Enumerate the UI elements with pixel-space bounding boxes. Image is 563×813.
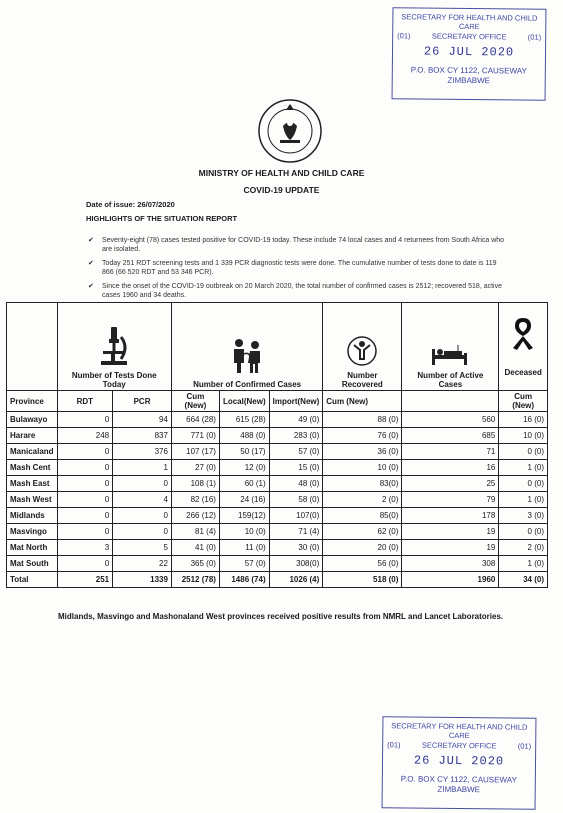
cell-active: 71 xyxy=(402,444,499,460)
cell-active: 560 xyxy=(402,412,499,428)
cell-cum: 108 (1) xyxy=(171,476,219,492)
cell-pcr: 837 xyxy=(113,428,172,444)
issue-date-label: Date of issue: xyxy=(86,200,136,209)
stamp-address2: ZIMBABWE xyxy=(437,784,481,795)
table-row xyxy=(7,444,548,460)
highlights-heading: HIGHLIGHTS OF THE SITUATION REPORT xyxy=(86,214,238,223)
cell-cum: 82 (16) xyxy=(171,492,219,508)
highlight-item: ✔ Today 251 RDT screening tests and 1 339 PCR diagnostic tests were done. The cumulative number of tests done to date is 119 866 (66 520 RDT and 53 346 PCR). xyxy=(88,259,508,278)
cell-deceased: 1 (0) xyxy=(499,492,548,508)
cell-deceased: 2 (0) xyxy=(499,540,548,556)
cell-rdt: 0 xyxy=(57,556,113,572)
stamp-right-code: (01) xyxy=(517,741,532,751)
cell-active: 19 xyxy=(402,524,499,540)
stamp-left-code: (01) xyxy=(387,739,401,750)
recovered-header xyxy=(323,303,402,391)
cell-import: 107(0) xyxy=(269,508,323,524)
total-rdt: 251 xyxy=(57,572,113,588)
stamp-left-code: (01) xyxy=(397,30,411,41)
confirmed-header xyxy=(171,303,322,391)
province-header-blank xyxy=(7,303,58,391)
cell-rdt: 3 xyxy=(57,540,113,556)
cell-cum: 27 (0) xyxy=(171,460,219,476)
tests-header-label: Number of Tests Done Today xyxy=(71,371,157,389)
cell-rdt: 0 xyxy=(57,508,113,524)
cell-rdt: 0 xyxy=(57,492,113,508)
deceased-col-header: Cum (New) xyxy=(499,391,548,412)
awareness-ribbon-icon xyxy=(509,316,537,350)
cell-import: 15 (0) xyxy=(269,460,323,476)
cell-pcr: 22 xyxy=(113,556,172,572)
cell-local: 57 (0) xyxy=(219,556,269,572)
cell-rdt: 248 xyxy=(57,428,113,444)
secretary-stamp-top xyxy=(392,7,547,101)
stamp-line1: SECRETARY FOR HEALTH AND CHILD xyxy=(391,721,528,732)
cell-local: 24 (16) xyxy=(219,492,269,508)
total-active: 1960 xyxy=(402,572,499,588)
stamp-office: SECRETARY OFFICE xyxy=(431,31,507,42)
cell-local: 159(12) xyxy=(219,508,269,524)
ministry-heading: MINISTRY OF HEALTH AND CHILD CARE xyxy=(198,168,365,178)
cell-import: 57 (0) xyxy=(269,444,323,460)
cell-recovered: 76 (0) xyxy=(323,428,402,444)
recovered-person-icon xyxy=(346,335,378,367)
cell-recovered: 62 (0) xyxy=(323,524,402,540)
total-cum: 2512 (78) xyxy=(171,572,219,588)
stamp-date: 26 JUL 2020 xyxy=(423,44,515,60)
tests-header xyxy=(57,303,171,391)
recovered-header-label: Number Recovered xyxy=(341,371,383,389)
cell-deceased: 16 (0) xyxy=(499,412,548,428)
cell-cum: 365 (0) xyxy=(171,556,219,572)
cell-recovered: 36 (0) xyxy=(323,444,402,460)
cell-import: 308(0) xyxy=(269,556,323,572)
total-pcr: 1339 xyxy=(113,572,172,588)
microscope-icon xyxy=(97,325,131,367)
deceased-header xyxy=(499,303,548,391)
secretary-stamp-bottom xyxy=(382,716,537,810)
cell-province: Mash Cent xyxy=(7,460,58,476)
table-row xyxy=(7,412,548,428)
cell-deceased: 3 (0) xyxy=(499,508,548,524)
cell-province: Midlands xyxy=(7,508,58,524)
cell-cum: 41 (0) xyxy=(171,540,219,556)
rdt-col-header: RDT xyxy=(57,391,113,412)
cell-deceased: 10 (0) xyxy=(499,428,548,444)
cell-local: 50 (17) xyxy=(219,444,269,460)
cell-local: 12 (0) xyxy=(219,460,269,476)
issue-date xyxy=(86,200,175,209)
cell-recovered: 56 (0) xyxy=(323,556,402,572)
cell-recovered: 10 (0) xyxy=(323,460,402,476)
highlights-list xyxy=(88,236,508,305)
update-title: COVID-19 UPDATE xyxy=(243,185,320,195)
deceased-header-label: Deceased xyxy=(504,368,542,377)
cell-deceased: 0 (0) xyxy=(499,476,548,492)
total-label: Total xyxy=(7,572,58,588)
province-col-header: Province xyxy=(7,391,58,412)
cell-import: 48 (0) xyxy=(269,476,323,492)
table-row xyxy=(7,492,548,508)
stamp-address2: ZIMBABWE xyxy=(447,75,491,86)
total-local: 1486 (74) xyxy=(219,572,269,588)
cell-pcr: 1 xyxy=(113,460,172,476)
import-col-header: Import(New) xyxy=(269,391,323,412)
cell-import: 283 (0) xyxy=(269,428,323,444)
highlight-item: ✔ Seventy-eight (78) cases tested positive for COVID-19 today. These include 74 local cases and 4 returnees from South Africa who are isolated. xyxy=(88,236,508,255)
active-col-header xyxy=(402,391,499,412)
cell-active: 25 xyxy=(402,476,499,492)
cell-pcr: 0 xyxy=(113,524,172,540)
stamp-address1: P.O. BOX CY 1122, CAUSEWAY xyxy=(400,774,517,785)
cell-cum: 266 (12) xyxy=(171,508,219,524)
table-row xyxy=(7,540,548,556)
cell-province: Mash East xyxy=(7,476,58,492)
cell-province: Mat South xyxy=(7,556,58,572)
highlight-item: ✔ Since the onset of the COVID-19 outbreak on 20 March 2020, the total number of confirmed cases is 2512; recovered 518, active cases 1960 and 34 deaths. xyxy=(88,282,508,301)
cell-local: 10 (0) xyxy=(219,524,269,540)
cell-deceased: 0 (0) xyxy=(499,524,548,540)
cell-pcr: 0 xyxy=(113,476,172,492)
local-col-header: Local(New) xyxy=(219,391,269,412)
svg-text:· · · · · ·: · · · · · · xyxy=(284,103,296,108)
recovered-col-header: Cum (New) xyxy=(323,391,402,412)
cell-cum: 664 (28) xyxy=(171,412,219,428)
cell-import: 30 (0) xyxy=(269,540,323,556)
cell-province: Mash West xyxy=(7,492,58,508)
cell-active: 19 xyxy=(402,540,499,556)
total-row xyxy=(7,572,548,588)
cell-recovered: 20 (0) xyxy=(323,540,402,556)
cell-deceased: 1 (0) xyxy=(499,460,548,476)
total-import: 1026 (4) xyxy=(269,572,323,588)
cum-col-header: Cum (New) xyxy=(171,391,219,412)
table-body xyxy=(7,412,548,572)
cell-active: 16 xyxy=(402,460,499,476)
pcr-col-header: PCR xyxy=(113,391,172,412)
stamp-line2: CARE xyxy=(458,22,480,32)
cell-rdt: 0 xyxy=(57,460,113,476)
cell-pcr: 5 xyxy=(113,540,172,556)
cell-recovered: 85(0) xyxy=(323,508,402,524)
ministry-seal-icon xyxy=(254,96,326,166)
stamp-line1: SECRETARY FOR HEALTH AND CHILD xyxy=(401,12,538,23)
patient-doctor-icon xyxy=(227,336,267,376)
stamp-right-code: (01) xyxy=(527,32,542,42)
total-deceased: 34 (0) xyxy=(499,572,548,588)
cell-active: 308 xyxy=(402,556,499,572)
cell-recovered: 2 (0) xyxy=(323,492,402,508)
cell-province: Masvingo xyxy=(7,524,58,540)
cell-pcr: 376 xyxy=(113,444,172,460)
cell-active: 79 xyxy=(402,492,499,508)
stamp-office: SECRETARY OFFICE xyxy=(421,740,497,751)
table-row xyxy=(7,524,548,540)
situation-table xyxy=(6,302,548,588)
cell-recovered: 83(0) xyxy=(323,476,402,492)
cell-import: 58 (0) xyxy=(269,492,323,508)
table-row xyxy=(7,476,548,492)
lab-note: Midlands, Masvingo and Mashonaland West provinces received positive results from NMRL and Lancet Laboratories. xyxy=(58,612,504,621)
stamp-line2: CARE xyxy=(448,731,470,741)
table-row xyxy=(7,508,548,524)
cell-active: 178 xyxy=(402,508,499,524)
stamp-address1: P.O. BOX CY 1122, CAUSEWAY xyxy=(410,65,527,76)
confirmed-header-label: Number of Confirmed Cases xyxy=(193,380,302,389)
cell-province: Bulawayo xyxy=(7,412,58,428)
stamp-date: 26 JUL 2020 xyxy=(413,753,505,769)
cell-local: 488 (0) xyxy=(219,428,269,444)
cell-rdt: 0 xyxy=(57,412,113,428)
cell-rdt: 0 xyxy=(57,524,113,540)
cell-province: Harare xyxy=(7,428,58,444)
cell-local: 11 (0) xyxy=(219,540,269,556)
cell-import: 49 (0) xyxy=(269,412,323,428)
cell-cum: 771 (0) xyxy=(171,428,219,444)
cell-pcr: 0 xyxy=(113,508,172,524)
total-recovered: 518 (0) xyxy=(323,572,402,588)
cell-recovered: 88 (0) xyxy=(323,412,402,428)
table-row xyxy=(7,556,548,572)
active-header-label: Number of Active Cases xyxy=(417,371,484,389)
table-row xyxy=(7,460,548,476)
issue-date-value: 26/07/2020 xyxy=(137,200,175,209)
table-row xyxy=(7,428,548,444)
cell-deceased: 1 (0) xyxy=(499,556,548,572)
cell-pcr: 94 xyxy=(113,412,172,428)
cell-province: Manicaland xyxy=(7,444,58,460)
cell-import: 71 (4) xyxy=(269,524,323,540)
cell-local: 60 (1) xyxy=(219,476,269,492)
cell-local: 615 (28) xyxy=(219,412,269,428)
cell-rdt: 0 xyxy=(57,476,113,492)
cell-rdt: 0 xyxy=(57,444,113,460)
cell-province: Mat North xyxy=(7,540,58,556)
cell-cum: 107 (17) xyxy=(171,444,219,460)
cell-active: 685 xyxy=(402,428,499,444)
cell-deceased: 0 (0) xyxy=(499,444,548,460)
hospital-bed-icon xyxy=(428,343,472,367)
cell-pcr: 4 xyxy=(113,492,172,508)
cell-cum: 81 (4) xyxy=(171,524,219,540)
active-header xyxy=(402,303,499,391)
